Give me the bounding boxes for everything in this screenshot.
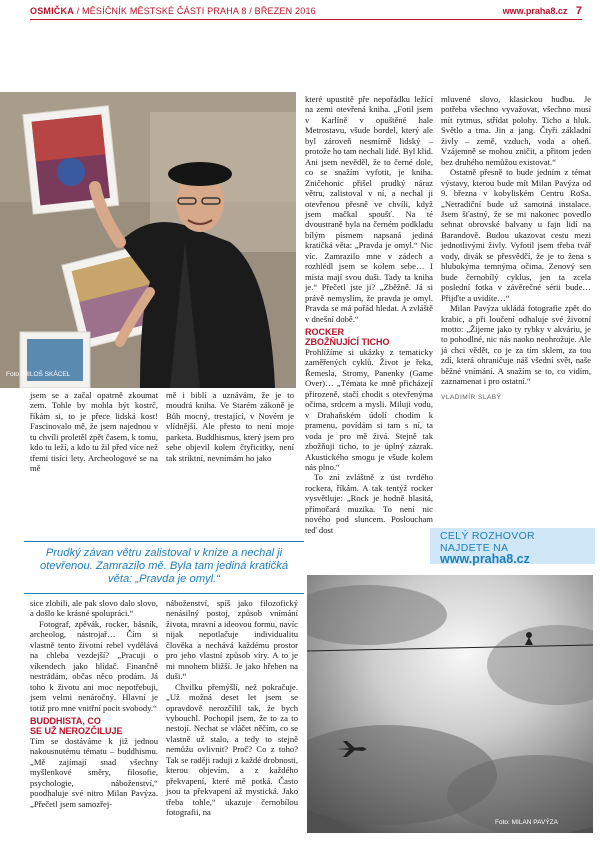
article-column-c: [305, 94, 433, 535]
pull-quote: Prudký závan větru zalistoval v knize a nechal ji otevřenou. Zamrazilo mě. Byla tam jediná kratičká věta: „Pravda je omyl.“: [39, 547, 289, 586]
paragraph: Milan Pavýza ukládá fotografie zpět do krabic, a při loučení odhaluje své životní motto: „Žijeme jako ty rybky v akváriu, je to pohodlné, nic nás naoko neohrožuje. Ale já chci vědět, co je za tím sklem, za tou zdí, která ohraničuje náš všední svět, naše běžné vnímání. A snažím se to, co vidím, zaznamenat i pro ostatní.“: [441, 303, 591, 387]
paragraph: které upustitě pře nepořádku ležící na zemi otevřená kniha. „Fotil jsem v Karlíně v opuštěné hale Metrostavu, všude bordel, který ale byl zároveň nesmírně lidský – protože ho tam nechali lidé. Byl klid. Ani jsem nevěděl, že to černé dole, co se snažím vyfotit, je kniha. Zničehonic přišel prudký náraz větru, zalistoval v ní, a nechal ji otevřenou přesně ve chvíli, když jsem mačkal spoušť. Na té dvoustraně byla na černém podkladu bílým písmem napsaná jediná kratičká věta: „Pravda je omyl.“ Nic víc. Zamrazilo mne v zádech a rozhlédl jsem se kolem sebe… I místa mají svou duši. Tady ta kniha je.“ Přečetl jste ji? „Zběžně. Já si právě nemyslím, že pravda je omyl. Pravda se má pořád hledat. A zvláště v dnešní době.“: [305, 94, 433, 324]
header-subtitle: / MĚSÍČNÍK MĚSTSKÉ ČÁSTI PRAHA 8 / BŘEZEN 2016: [76, 6, 316, 16]
header-right: [503, 5, 582, 17]
article-column-f: [166, 598, 298, 818]
header-rule: [30, 19, 582, 20]
heading-line-1: BUDDHISTA, CO: [30, 715, 101, 726]
heading-line-1: ROCKER: [305, 326, 345, 337]
heading-line-2: SE UŽ NEROZČILUJE: [30, 725, 123, 736]
header-masthead: [30, 6, 316, 16]
promo-line-1: CELÝ ROZHOVOR: [440, 530, 535, 542]
promo-url[interactable]: www.praha8.cz: [440, 552, 530, 566]
paragraph: mluvené slovo, klasickou hudbu. Je potřeba všechno vyvažovat, všechno musí mít rytmus, střídat polohy. Ticho a hluk. Světlo a tma. Jin a jang. Čtyři základní živly – země, vzduch, voda a oheň. Vzájemně se mohou zničit, a přitom jeden bez druhého nemůžou existovat.“: [441, 94, 591, 167]
brand-name: OSMIČKA: [30, 6, 74, 16]
paragraph: náboženství, spíš jako filozofický nenásilný postoj, způsob vnímání života, mravní a ideovou formu, navíc nijak nepotlačuje individualitu člověka a nechává každému prostor pro jeho vlastní způsob víry. A to je mi mnohem bližší. Je jako hřeben na duši.“: [166, 598, 298, 682]
promo-line-2: NAJDETE NA: [440, 541, 509, 554]
article-column-a: [30, 390, 158, 474]
heading-line-2: ZBOŽŇUJÍCÍ TICHO: [305, 336, 390, 347]
photo-credit: Foto: MILAN PAVÝZA: [495, 819, 558, 826]
paragraph: Fotograf, zpěvák, rocker, básník, archeolog, nástrojař… Čím si vlastně tento životní rebel vydělává na chleba vezdejší? „Pracuji o víkendech jako hlídač. Finančně nestrádám, občas něco prodám. Já toho k životu ani moc nepotřebuji, jsem velmi nenáročný. Hlavní je totiž pro mne vnitřní pocit svobody.“: [30, 618, 158, 713]
section-heading: [30, 716, 158, 736]
paragraph: Tím se dostáváme k již jednou nakousnutému tématu – buddhismu. „Mě zajímají snad všechny myšlenkové směry, filosofie, psychologie, náboženství,“ poodhaluje své nitro Milan Pavýza. „Přečetl jsem samozřej-: [30, 735, 158, 809]
page-number: 7: [575, 5, 582, 17]
sky-illustration: [307, 575, 593, 833]
website-link[interactable]: www.praha8.cz: [502, 6, 568, 16]
portrait-photo: [0, 92, 296, 388]
article-column-e: [30, 598, 158, 809]
paragraph: jsem se a začal opatrně zkoumat zem. Tohle by mohla být kostrč, říkám si, to je přece lidská kost! Fascinovalo mě, že jsem najednou v tu chvíli proletěl zpět časem, k tomu, kdo tu leží, a kdo tu žil před více než třemi tisíci lety. Archeologové se na mě: [30, 390, 158, 474]
paragraph: mě i biblí a uznávám, že je to moudrá kniha. Ve Starém zákoně je Bůh mocný, trestající, v Novém je vlídnější. Ale přesto to není moje parketa. Buddhismus, který jsem pro sebe objevil kolem čtyřicítky, není tak striktní, nevnímám ho jako: [166, 390, 294, 463]
paragraph: Chvilku přemýšlí, než pokračuje. „Už možná deset let jsem se opravdově nerozčílil tak, že bych vybouchl. Pochopil jsem, že to za to nestojí. Nechat se vláčet něčím, co se vlastně už stalo, a tedy to stejně nemůžu ovlivnit? Proč? Co z toho? Tak se raději raduji z každé drobnosti, kterou objevím, a z každého překvapení, které mě potká. Často jsou ta překvapení až mystická. Jako třeba tohle,“ ukazuje černobílou fotografii, na: [166, 681, 298, 818]
article-column-b: [166, 390, 294, 463]
author-signature: VLADIMÍR SLABÝ: [441, 393, 502, 401]
quote-rule-bottom: [24, 593, 304, 594]
sky-photo: [307, 575, 593, 833]
paragraph: Ostatně přesně to bude jedním z témat výstavy, kterou bude mít Milan Pavýza od 9. března v kobyliském Centru RoSa. „Netradiční bude už samotná instalace. Jsem šťastný, že se mi nakonec povedlo sehnat obrovské balvany u fajn lidí na Barandově. Budou ukazovat cestu mezi jednotlivými živly. Vyfotil jsem třeba tvář vody, divák se přesvědčí, že je to žena s hlubokýma temnýma očima. Zenový sen bude černobílý cyklus, jen ta zcela poslední fotka v závěrečné sérii bude… Přijďte a uvidíte…“: [441, 167, 591, 303]
paragraph: sice zlobili, ale pak slovo dalo slovo, a došlo ke krásné spolupráci.“: [30, 598, 158, 619]
section-heading: [305, 327, 433, 347]
article-column-d: [441, 94, 591, 403]
paragraph: Prohlížíme si ukázky z tematicky zaměřených cyklů. Život je řeka, Řemesla, Stromy, Panenky (Game Over)… „Témata ke mně přicházejí přirozeně, stačí chodit s otevřenýma očima, srdcem a mysli. Miluji vodu, v Drahaňském údolí chodím k pramenu, povídám si tam s ní, ta voda je pro mě živá. Stejně tak zbožňuji ticho, to je úplný zázrak. Akustického smogu je všude kolem nás plno.“: [305, 346, 433, 472]
portrait-illustration: [0, 92, 296, 388]
paragraph: To zní zvláštně z úst tvrdého rockera, říkám. A tak tentýž rocker vysvětluje: „Rock je hodně hlasitá, přímočará muzika. To není nic nového pod sluncem. Posloucham teď dost: [305, 472, 433, 535]
quote-rule-top: [24, 541, 304, 542]
photo-credit: Foto: MILOŠ SKÁCEL: [6, 371, 71, 378]
